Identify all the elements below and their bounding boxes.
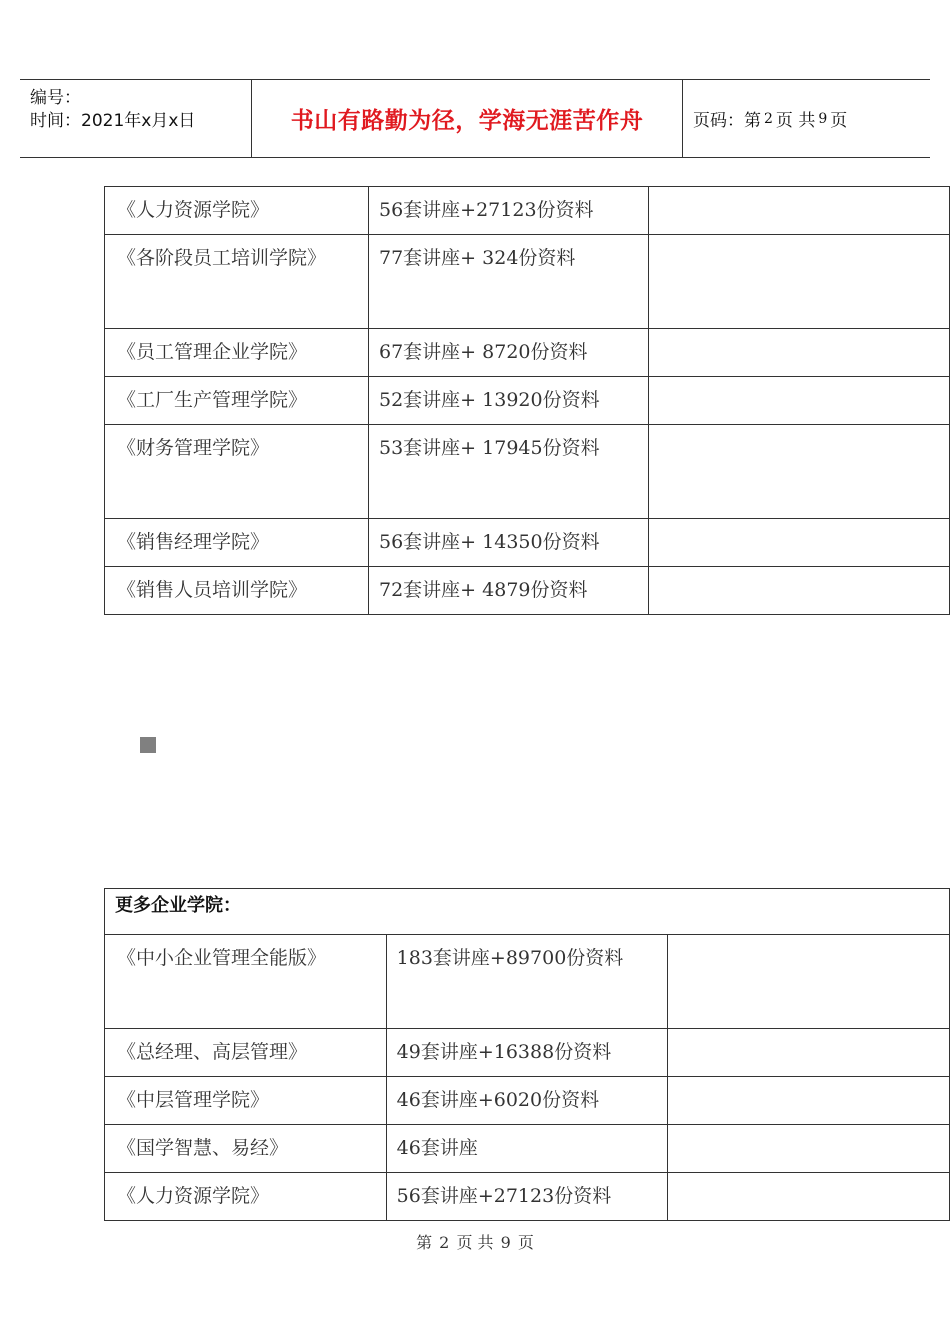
college-table-1 [104, 186, 950, 615]
footer-current: 2 [439, 1233, 450, 1252]
table-row [105, 235, 950, 329]
college-detail: 56套讲座+27123份资料 [369, 187, 649, 235]
college-extra [649, 187, 950, 235]
college-name: 《人力资源学院》 [105, 187, 369, 235]
college-extra [649, 377, 950, 425]
college-name: 《中层管理学院》 [105, 1077, 387, 1125]
page-current: 2 [764, 110, 773, 127]
table-row [105, 187, 950, 235]
table-row [105, 329, 950, 377]
college-detail: 52套讲座+ 13920份资料 [369, 377, 649, 425]
footer-suffix: 页 [517, 1233, 534, 1252]
college-detail: 46套讲座+6020份资料 [386, 1077, 668, 1125]
footer-mid: 页 共 [456, 1233, 494, 1252]
college-extra [668, 1029, 950, 1077]
college-detail: 67套讲座+ 8720份资料 [369, 329, 649, 377]
college-extra [668, 1077, 950, 1125]
college-extra [649, 567, 950, 615]
square-bullet-icon [140, 737, 156, 753]
college-name: 《中小企业管理全能版》 [105, 935, 387, 1029]
college-extra [649, 425, 950, 519]
page-header [20, 79, 930, 158]
table-row [105, 935, 950, 1029]
time-label: 时间：2021年x月x日 [30, 111, 196, 131]
number-label: 编号： [30, 88, 81, 108]
table-row [105, 567, 950, 615]
college-name: 《员工管理企业学院》 [105, 329, 369, 377]
table-title: 更多企业学院： [105, 889, 950, 935]
college-name: 《销售人员培训学院》 [105, 567, 369, 615]
college-name: 《工厂生产管理学院》 [105, 377, 369, 425]
college-detail: 72套讲座+ 4879份资料 [369, 567, 649, 615]
college-detail: 183套讲座+89700份资料 [386, 935, 668, 1029]
college-extra [649, 519, 950, 567]
college-table-2 [104, 888, 950, 1221]
college-name: 《国学智慧、易经》 [105, 1125, 387, 1173]
college-detail: 49套讲座+16388份资料 [386, 1029, 668, 1077]
table-row [105, 1029, 950, 1077]
table-row [105, 1077, 950, 1125]
page-footer [0, 1230, 950, 1253]
college-detail: 56套讲座+27123份资料 [386, 1173, 668, 1221]
college-name: 《销售经理学院》 [105, 519, 369, 567]
table-row [105, 425, 950, 519]
footer-prefix: 第 [416, 1233, 433, 1252]
header-motto: 书山有路勤为径，学海无涯苦作舟 [252, 80, 683, 157]
table-row [105, 1173, 950, 1221]
page-mid: 页 共 [775, 111, 816, 131]
college-name: 《财务管理学院》 [105, 425, 369, 519]
footer-total: 9 [500, 1233, 511, 1252]
table-row [105, 1125, 950, 1173]
college-extra [649, 235, 950, 329]
table-row [105, 519, 950, 567]
header-page-number [683, 80, 930, 157]
college-name: 《各阶段员工培训学院》 [105, 235, 369, 329]
college-name: 《人力资源学院》 [105, 1173, 387, 1221]
header-meta [20, 80, 252, 157]
table-title-row [105, 889, 950, 935]
college-detail: 46套讲座 [386, 1125, 668, 1173]
college-extra [649, 329, 950, 377]
college-detail: 53套讲座+ 17945份资料 [369, 425, 649, 519]
page-prefix: 页码：第 [693, 111, 761, 131]
table-row [105, 377, 950, 425]
page-suffix: 页 [830, 111, 848, 131]
college-detail: 77套讲座+ 324份资料 [369, 235, 649, 329]
college-extra [668, 935, 950, 1029]
college-name: 《总经理、高层管理》 [105, 1029, 387, 1077]
college-detail: 56套讲座+ 14350份资料 [369, 519, 649, 567]
page-total: 9 [818, 110, 828, 127]
college-extra [668, 1173, 950, 1221]
college-extra [668, 1125, 950, 1173]
